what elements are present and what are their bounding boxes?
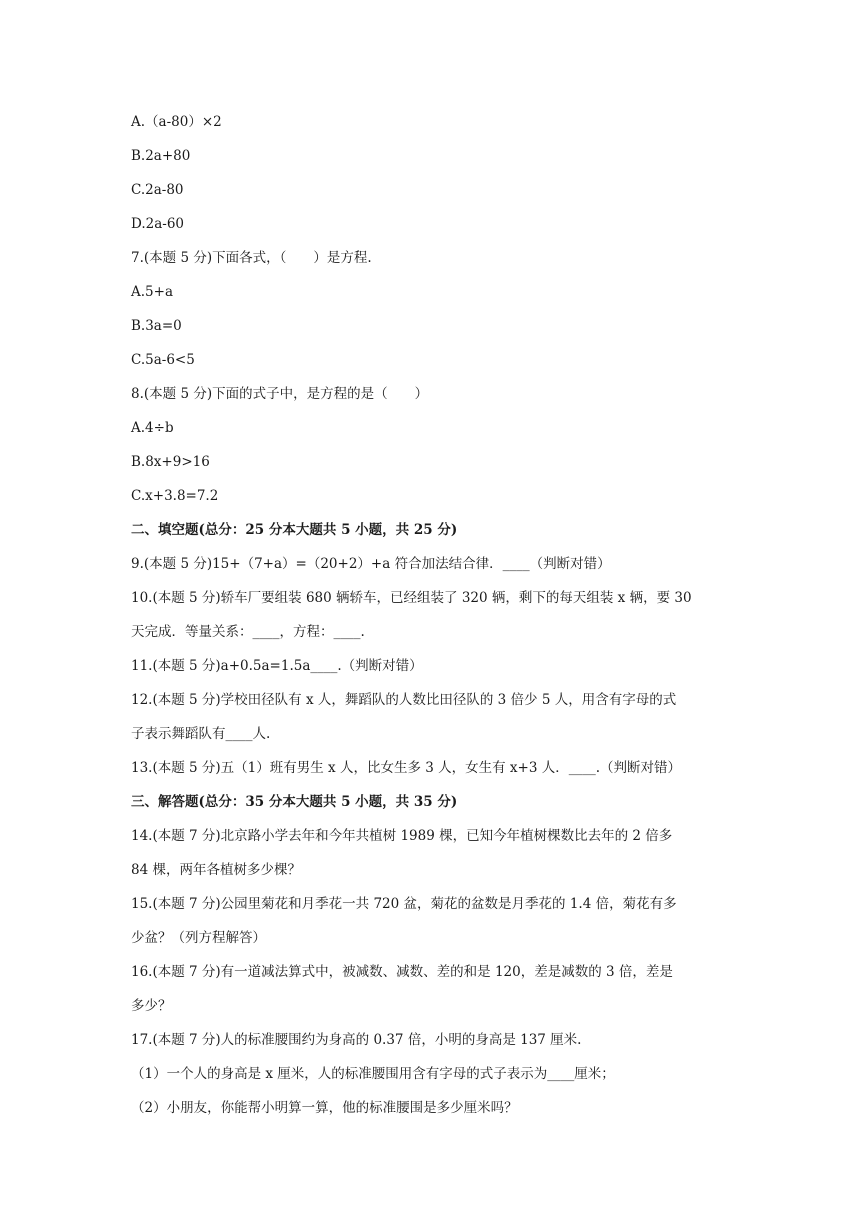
q11: 11.(本题 5 分)a+0.5a=1.5a____.（判断对错） bbox=[131, 658, 423, 674]
q8-stem: 8.(本题 5 分)下面的式子中，是方程的是（ ） bbox=[131, 386, 429, 402]
q10-line2: 天完成．等量关系：____，方程：____. bbox=[131, 624, 365, 640]
q9: 9.(本题 5 分)15+（7+a）=（20+2）+a 符合加法结合律．____（判断对错） bbox=[131, 556, 611, 572]
q8-option-a: A.4÷b bbox=[131, 420, 174, 436]
q7-option-b: B.3a=0 bbox=[131, 318, 182, 334]
q6-option-c: C.2a-80 bbox=[131, 182, 184, 198]
section3-heading: 三、解答题(总分：35 分本大题共 5 小题，共 35 分) bbox=[131, 794, 458, 810]
q6-option-d: D.2a-60 bbox=[131, 216, 185, 232]
q8-option-b: B.8x+9>16 bbox=[131, 454, 210, 470]
q7-stem: 7.(本题 5 分)下面各式，（ ）是方程. bbox=[131, 250, 372, 266]
q14-line2: 84 棵，两年各植树多少棵？ bbox=[131, 862, 301, 878]
q7-option-c: C.5a-6<5 bbox=[131, 352, 195, 368]
q17-part2: （2）小朋友，你能帮小明算一算，他的标准腰围是多少厘米吗？ bbox=[131, 1100, 518, 1116]
q12-line1: 12.(本题 5 分)学校田径队有 x 人，舞蹈队的人数比田径队的 3 倍少 5 人，用含有字母的式 bbox=[131, 692, 677, 708]
section2-heading: 二、填空题(总分：25 分本大题共 5 小题，共 25 分) bbox=[131, 522, 458, 538]
q6-option-a: A.（a-80）×2 bbox=[131, 114, 222, 130]
q15-line1: 15.(本题 7 分)公园里菊花和月季花一共 720 盆，菊花的盆数是月季花的 1.4 倍，菊花有多 bbox=[131, 896, 677, 912]
q13: 13.(本题 5 分)五（1）班有男生 x 人，比女生多 3 人，女生有 x+3 人．____.（判断对错） bbox=[131, 760, 682, 776]
q16-line2: 多少？ bbox=[131, 998, 172, 1014]
q7-option-a: A.5+a bbox=[131, 284, 173, 300]
q17-part1: （1）一个人的身高是 x 厘米，人的标准腰围用含有字母的式子表示为____厘米； bbox=[131, 1066, 615, 1082]
q14-line1: 14.(本题 7 分)北京路小学去年和今年共植树 1989 棵，已知今年植树棵数比去年的 2 倍多 bbox=[131, 828, 673, 844]
q15-line2: 少盆？（列方程解答） bbox=[131, 930, 266, 946]
q16-line1: 16.(本题 7 分)有一道减法算式中，被减数、减数、差的和是 120，差是减数的 3 倍，差是 bbox=[131, 964, 673, 980]
q17-stem: 17.(本题 7 分)人的标准腰围约为身高的 0.37 倍，小明的身高是 137 厘米. bbox=[131, 1032, 582, 1048]
q6-option-b: B.2a+80 bbox=[131, 148, 191, 164]
q12-line2: 子表示舞蹈队有____人. bbox=[131, 726, 271, 742]
q10-line1: 10.(本题 5 分)轿车厂要组装 680 辆轿车，已经组装了 320 辆，剩下的每天组装 x 辆，要 30 bbox=[131, 590, 692, 606]
q8-option-c: C.x+3.8=7.2 bbox=[131, 488, 219, 504]
